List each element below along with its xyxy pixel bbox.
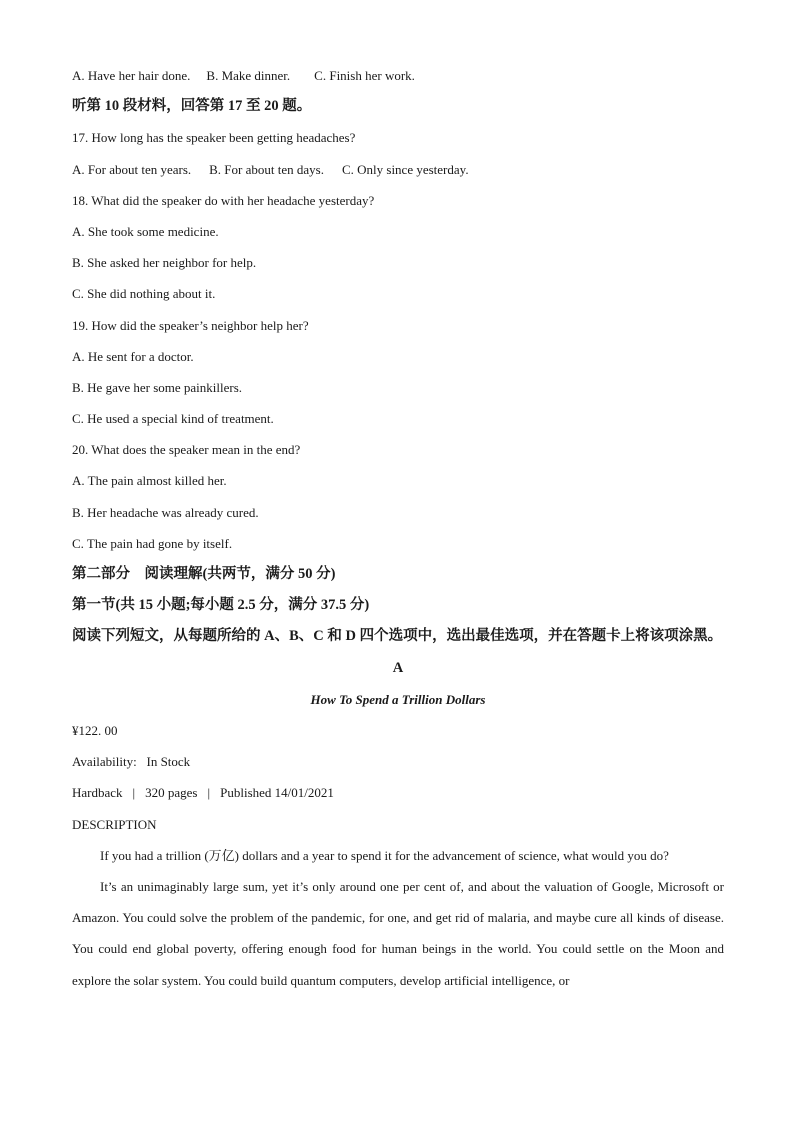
separator: |: [132, 785, 136, 801]
q17-stem: 17. How long has the speaker been getting headaches?: [72, 130, 356, 146]
passage10-heading: 听第 10 段材料，回答第 17 至 20 题。: [72, 98, 312, 115]
q18-stem: 18. What did the speaker do with her headache yesterday?: [72, 192, 375, 208]
q19-option-c: C. He used a special kind of treatment.: [72, 411, 274, 427]
pages: 320 pages: [145, 785, 198, 801]
q16-option-a: A. Have her hair done.: [72, 68, 191, 83]
book-details: [72, 777, 724, 808]
paragraph-1: If you had a trillion (万亿) dollars and a year to spend it for the advancement of science, what would you do?: [100, 847, 669, 863]
q20-stem: 20. What does the speaker mean in the end?: [72, 442, 301, 458]
q17-option-b: B. For about ten days.: [209, 161, 324, 177]
availability: Availability: In Stock: [72, 754, 191, 770]
exam-page: [72, 60, 724, 996]
part2-heading: 第二部分 阅读理解(共两节，满分 50 分): [72, 566, 336, 582]
q19-stem: 19. How did the speaker’s neighbor help her?: [72, 317, 309, 333]
q17-option-a: A. For about ten years.: [72, 161, 192, 177]
q20-option-b: B. Her headache was already cured.: [72, 504, 259, 520]
paragraph-2: It’s an unimaginably large sum, yet it’s only around one per cent of, and about the valuation of Google, Microsoft or Amazon. You could solve the problem of the pandemic, for one, and get rid of malaria, and maybe cure all kinds of disease. You could end global poverty, offering enough food for human beings in the world. You could settle on the Moon and explore the solar system. You could build quantum computers, develop artificial intelligence, or: [72, 878, 724, 988]
section1-heading: 第一节(共 15 小题;每小题 2.5 分，满分 37.5 分): [72, 597, 370, 614]
format: Hardback: [72, 785, 123, 801]
q18-option-a: A. She took some medicine.: [72, 223, 219, 239]
q16-option-c: C. Finish her work.: [314, 68, 415, 83]
published: Published 14/01/2021: [220, 785, 334, 801]
q19-option-b: B. He gave her some painkillers.: [72, 379, 243, 395]
passage-letter: A: [392, 659, 404, 676]
q20-option-a: A. The pain almost killed her.: [72, 473, 227, 489]
book-title: How To Spend a Trillion Dollars: [310, 691, 486, 707]
separator: |: [207, 785, 211, 801]
q19-option-a: A. He sent for a doctor.: [72, 348, 194, 364]
q18-option-b: B. She asked her neighbor for help.: [72, 255, 257, 271]
q20-option-c: C. The pain had gone by itself.: [72, 535, 233, 551]
q17-options: [72, 154, 724, 185]
q16-options: [72, 60, 724, 91]
instructions: 阅读下列短文，从每题所给的 A、B、C 和 D 四个选项中，选出最佳选项，并在答题卡上将该项涂黑。: [72, 628, 723, 645]
q17-option-c: C. Only since yesterday.: [341, 161, 469, 177]
price: ¥122. 00: [72, 722, 118, 738]
q18-option-c: C. She did nothing about it.: [72, 286, 216, 302]
q16-option-b: B. Make dinner.: [206, 68, 291, 83]
description-label: DESCRIPTION: [72, 816, 157, 832]
